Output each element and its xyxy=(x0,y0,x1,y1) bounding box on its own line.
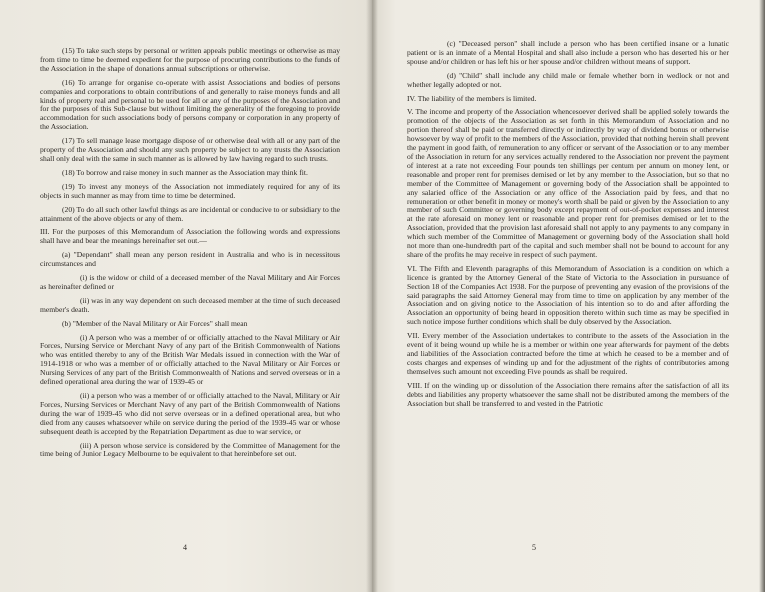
definition-d: (d) "Child" shall include any child male or female whether born in wedlock or not and whether legally adopted or not. xyxy=(407,70,729,89)
section-vi: VI. The Fifth and Eleventh paragraphs of this Memorandum of Association is a condition on which a licence is granted by the Attorney General of the State of Victoria to the Association in pursuance of Section 18 of the Companies Act 1938. For the purpose of preventing any evasion of the provisions of the said paragraphs the said Attorney General may from time to time on application by any member of the Association and on giving notice to the Association of his intention so to do and after affording the Association an opportunity of being heard in opposition thereto within such time as may be specified in such notice impose further conditions which shall be duly observed by the Association. xyxy=(407,263,729,327)
clause-20: (20) To do all such other lawful things as are incidental or conducive to or subsidiary to the attainment of the above objects or any of them. xyxy=(40,204,340,223)
left-page-text xyxy=(40,47,340,464)
definition-a-i: (i) is the widow or child of a deceased member of the Naval Military and Air Forces as hereinafter defined or xyxy=(40,273,340,291)
clause-18: (18) To borrow and raise money in such manner as the Association may think fit. xyxy=(62,167,308,177)
definition-a-ii: (ii) was in any way dependent on such deceased member at the time of such deceased member's death. xyxy=(40,295,340,314)
section-v: V. The income and property of the Association whencesoever derived shall be applied solely towards the promotion of the objects of the Association as set forth in this Memorandum of Association and no portion thereof shall be paid or transferred directly or indirectly by way of dividend bonus or otherwise howsoever by way of profit to the members of the Association, provided that nothing herein shall prevent the payment in good faith, of remuneration to any officer or servant of the Association or to any member of the Association in return for any services actually rendered to the Association nor prevent the payment of interest at a rate not exceeding Four pounds ten shillings per centum per annum on money lent, or reasonable and proper rent for premises demised or let by any member to the Association, but so that no member of the Committee of Management or governing body of the Association shall be appointed to any salaried office of the Association or any office of the Association paid by fees, and that no remuneration or other benefit in money or money's worth shall be paid or given by the Association to any member of such Committee or governing body except repayment of out-of-pocket expenses and interest at the rate aforesaid on money lent or reasonable and proper rent for premises demised or let to the Association, provided that the provision last aforesaid shall not apply to any payments to any company in which such member of the Committee of Management or governing body of the Association shall hold not more than one-hundredth part of the capital and such member shall not be bound to account for any share of the profits he may receive in respect of such payment. xyxy=(407,107,729,259)
definition-b: (b) "Member of the Naval Military or Air Forces" shall mean xyxy=(62,318,248,328)
definition-b-i: (i) A person who was a member of or officially attached to the Naval Military or Air Forces, Nursing Service or Merchant Navy of any part of the British Commonwealth of Nations who was entitled thereby to any of the British War Medals issued in connection with the War of 1914-1918 or who was a member of or officially attached to the Naval Military or Air Forces or Nursing Services of any part of the British Commonwealth of Nations and served overseas or in a defined operational area during the war of 1939-45 or xyxy=(40,332,340,387)
right-page xyxy=(372,0,765,592)
clause-16: (16) To arrange for organise co-operate with assist Associations and bodies of persons companies and corporations to obtain contributions of and generally to raise moneys funds and all kinds of property real and personal to be used for all or any of the purposes of the Association and for the purposes of this Sub-clause but without limiting the generality of the foregoing to provide accommodation for such associations body of persons company or corporation in any property of the Association. xyxy=(40,77,340,132)
definition-a: (a) "Dependant" shall mean any person resident in Australia and who is in necessitous circumstances and xyxy=(40,250,340,269)
definition-c: (c) "Deceased person" shall include a person who has been certified insane or a lunatic patient or is an inmate of a Mental Hospital and shall also include a person who has deserted his or her spouse and/or children or has left his or her spouse and/or children without means of support. xyxy=(407,39,729,66)
section-viii: VIII. If on the winding up or dissolution of the Association there remains after the satisfaction of all its debts and liabilities any property whatsoever the same shall not be distributed among the members of the Association but shall be transferred to and vested in the Patriotic xyxy=(407,380,729,408)
section-iii: III. For the purposes of this Memorandum of Association the following words and expressions shall have and bear the meanings hereinafter set out.— xyxy=(40,227,340,246)
definition-b-ii: (ii) a person who was a member of or officially attached to the Naval, Military or Air Forces, Nursing Services or Merchant Navy of any part of the British Commonwealth of Nations during the war of 1939-45 who did not serve overseas or in a defined operational area, but who died from any causes whatsoever while on service during the period of the 1939-45 war or whose subsequent death is accepted by the Repatriation Department as due to war service, or xyxy=(40,391,340,436)
right-page-text xyxy=(407,40,729,413)
page-edge-shadow xyxy=(759,0,765,592)
definition-b-iii: (iii) A person whose service is considered by the Committee of Management for the time being of Junior Legacy Melbourne to be equivalent to that hereinbefore set out. xyxy=(40,440,340,459)
section-iv: IV. The liability of the members is limited. xyxy=(407,93,537,103)
clause-17: (17) To sell manage lease mortgage dispose of or otherwise deal with all or any part of the property of the Association and should any such property be subject to any trusts the Association shall only deal with the same in such manner as is allowed by law having regard to such trusts. xyxy=(40,136,340,163)
left-page xyxy=(0,0,372,592)
book-gutter xyxy=(366,0,378,592)
page-number: 5 xyxy=(532,543,536,552)
clause-19: (19) To invest any moneys of the Association not immediately required for any of its objects in such manner as may from time to time be determined. xyxy=(40,181,340,200)
clause-15: (15) To take such steps by personal or written appeals public meetings or otherwise as may from time to time be deemed expedient for the purpose of procuring contributions to the funds of the Association in the shape of donations annual subscriptions or otherwise. xyxy=(40,46,340,73)
section-vii: VII. Every member of the Association undertakes to contribute to the assets of the Association in the event of it being wound up while he is a member or within one year afterwards for payment of the debts and liabilities of the Association contracted before the time at which he ceased to be a member and of costs charges and expenses of winding up and for the adjustment of the rights of contributories among themselves such amount not exceeding Five pounds as shall be required. xyxy=(407,331,729,376)
page-number: 4 xyxy=(183,543,187,552)
